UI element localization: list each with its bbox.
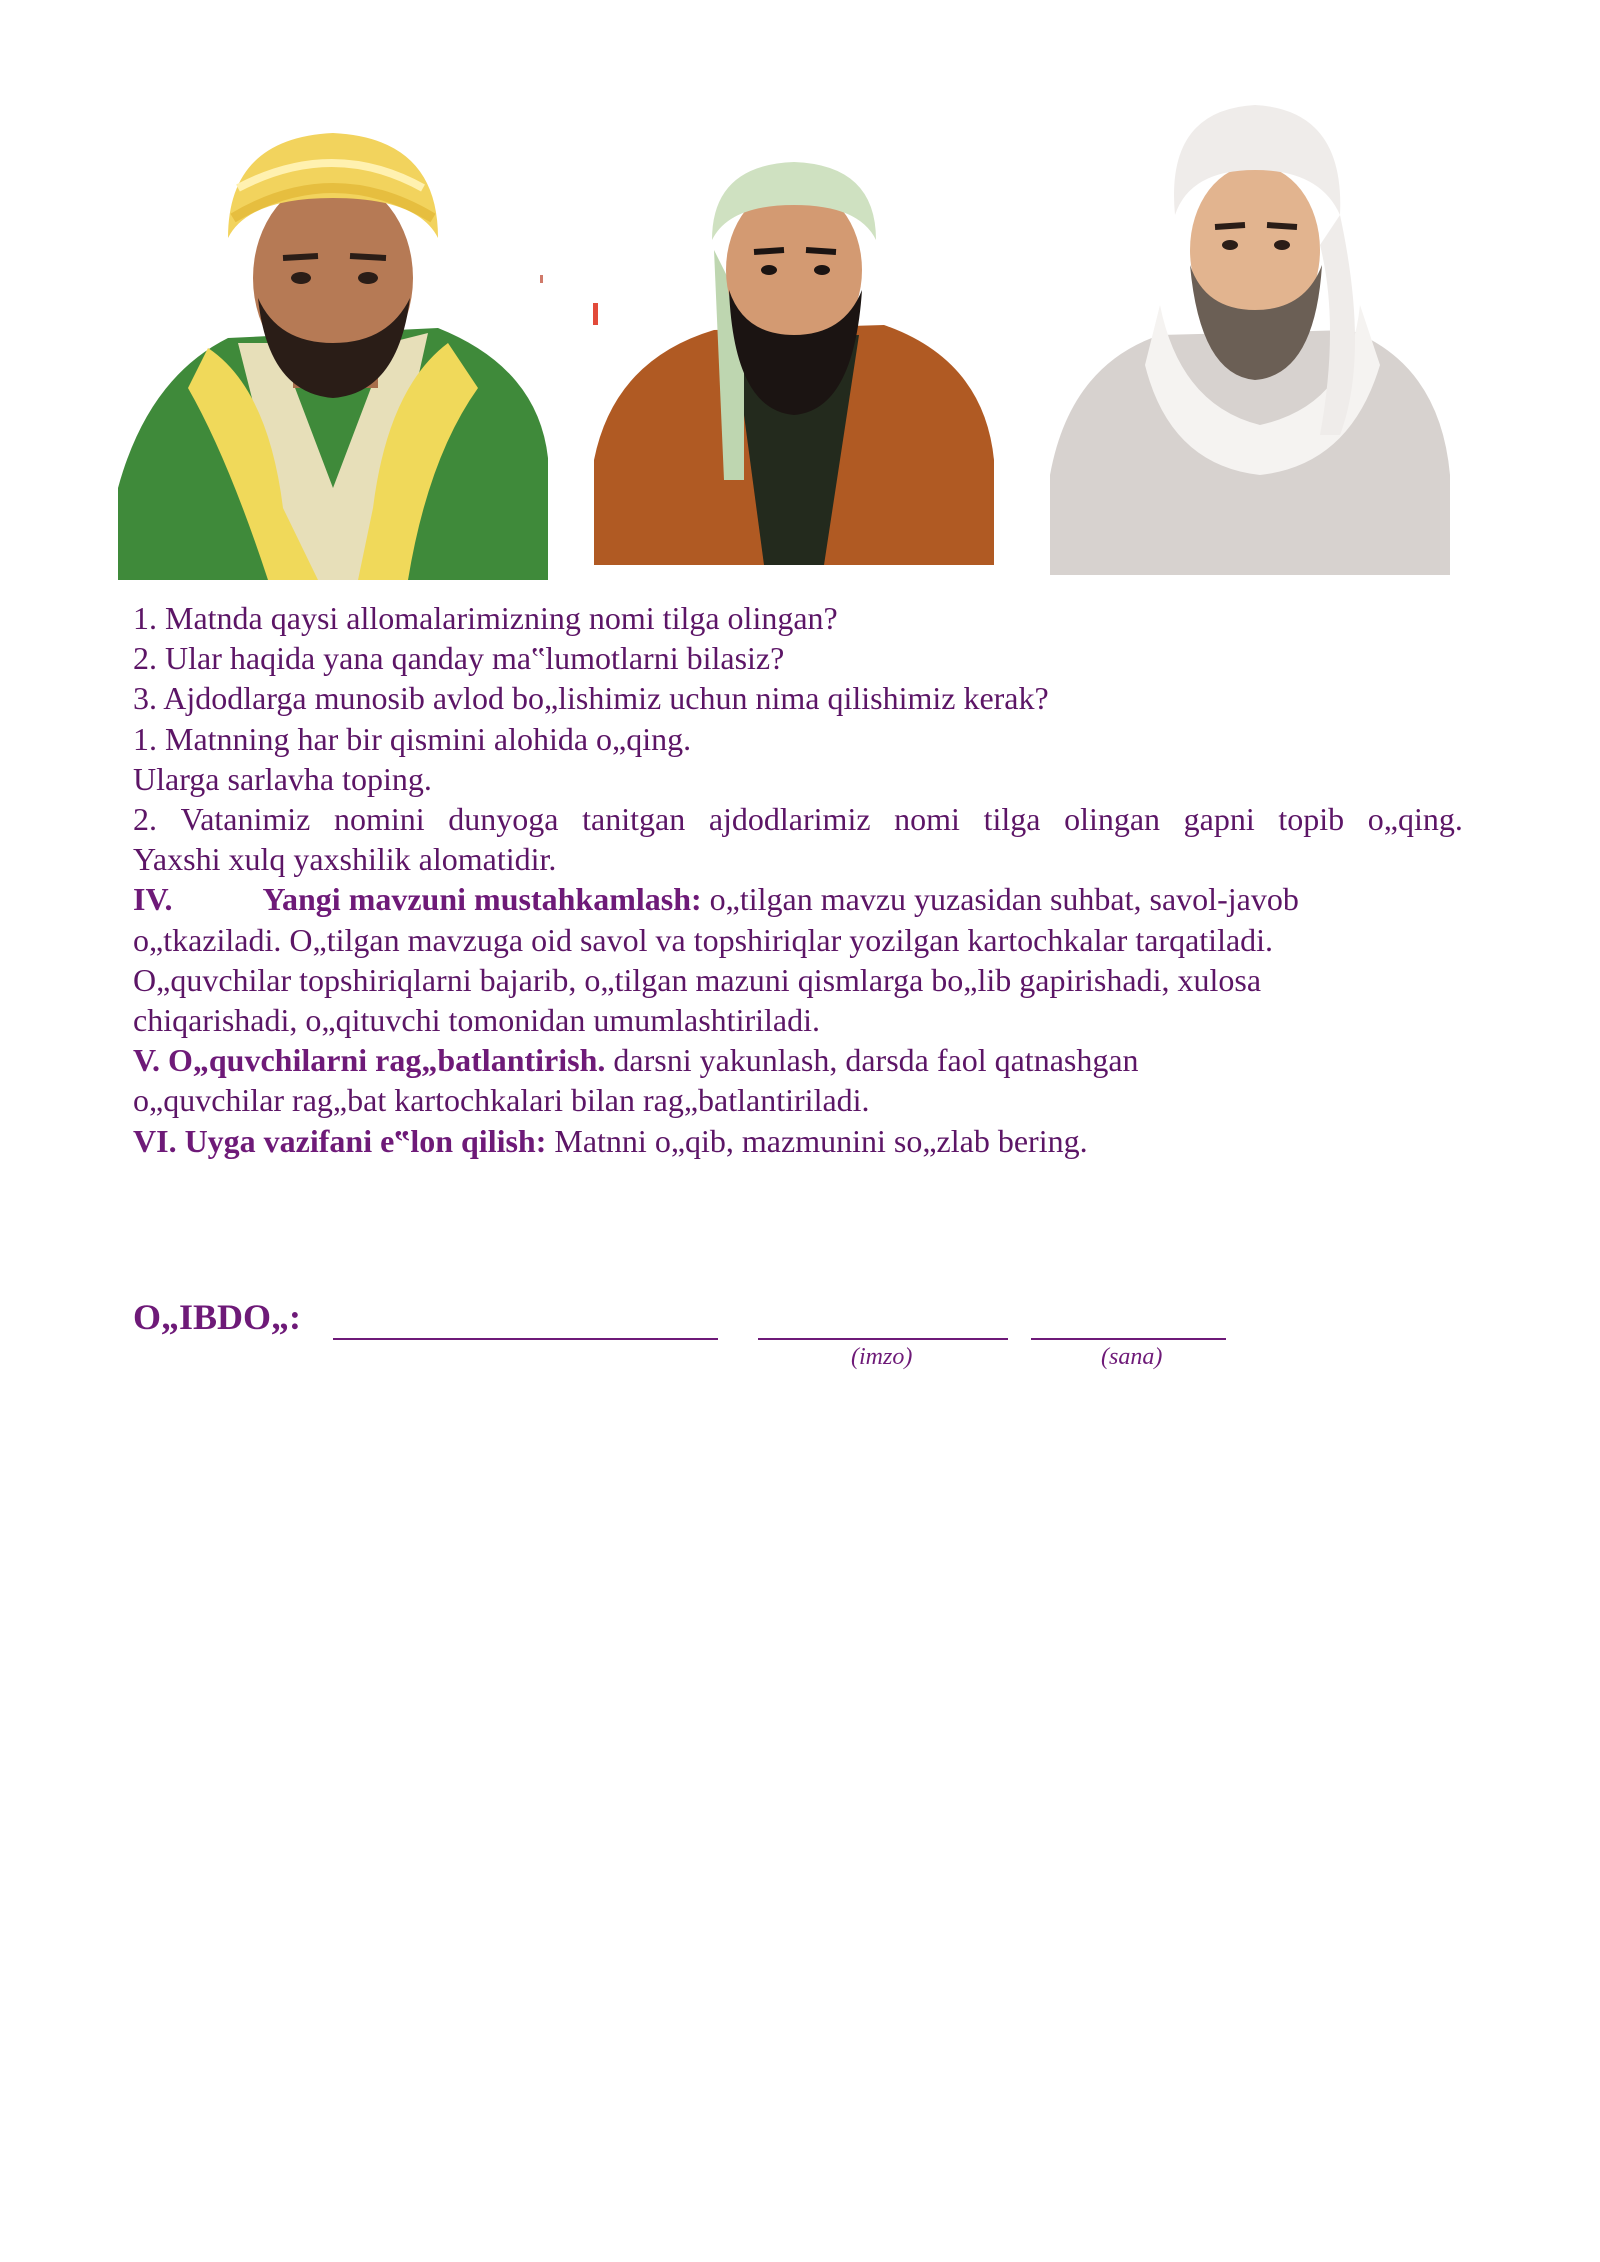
section-vi-text: Matnni o„qib, mazmunini so„zlab bering. <box>554 1122 1088 1159</box>
task-2-word: 2. <box>133 801 157 838</box>
task-2-word: dunyoga <box>448 801 559 838</box>
section-iv-text: chiqarishadi, o„qituvchi tomonidan umumlashtiriladi. <box>133 1002 820 1039</box>
task-2-word: tilga <box>983 801 1041 838</box>
task-2-word: Vatanimiz <box>180 801 311 838</box>
section-v-text: o„quvchilar rag„bat kartochkalari bilan rag„batlantiriladi. <box>133 1082 870 1119</box>
task-2-word: ajdodlarimiz <box>708 801 871 838</box>
section-vi-heading: VI. Uyga vazifani e‟lon qilish: <box>133 1122 547 1159</box>
question-3: 3. Ajdodlarga munosib avlod bo„lishimiz uchun nima qilishimiz kerak? <box>133 680 1049 717</box>
task-1-line-1: 1. Matnning har bir qismini alohida o„qing. <box>133 720 692 757</box>
question-1: 1. Matnda qaysi allomalarimizning nomi tilga olingan? <box>133 600 838 636</box>
task-1-line-2: Ularga sarlavha toping. <box>133 760 432 797</box>
section-iv-text: o„tilgan mavzu yuzasidan suhbat, savol-javob <box>709 881 1299 918</box>
task-2-word: nomi <box>894 801 960 838</box>
scholar-portrait-2 <box>594 160 994 565</box>
task-2-word: gapni <box>1183 801 1255 838</box>
stray-mark <box>540 275 600 330</box>
task-2-word: o„qing. <box>1367 801 1463 838</box>
date-caption: (sana) <box>1101 1344 1163 1370</box>
task-2-line-2: Yaxshi xulq yaxshilik alomatidir. <box>133 841 557 878</box>
section-iv-number: IV. <box>133 881 173 918</box>
task-2-line-1 <box>133 799 1463 839</box>
section-v-text: darsni yakunlash, darsda faol qatnashgan <box>613 1042 1139 1079</box>
section-iv-text: O„quvchilar topshiriqlarni bajarib, o„tilgan mazuni qismlarga bo„lib gapirishadi, xulosa <box>133 961 1262 998</box>
date-line <box>1031 1338 1226 1340</box>
question-2: 2. Ular haqida yana qanday ma‟lumotlarni bilasiz? <box>133 640 785 677</box>
signature-block <box>133 1296 1333 1376</box>
signature-line <box>758 1338 1008 1340</box>
task-2-word: topib <box>1278 801 1345 838</box>
task-2-word: olingan <box>1064 801 1161 838</box>
section-vi-line <box>133 1121 1463 1161</box>
section-iv-line-1 <box>133 879 1463 919</box>
scholar-portrait-3 <box>1050 105 1450 575</box>
section-v-heading: V. O„quvchilarni rag„batlantirish. <box>133 1042 606 1079</box>
name-line <box>333 1338 718 1340</box>
section-v-line-1 <box>133 1040 1463 1080</box>
scholar-portraits <box>0 0 1600 600</box>
task-2-word: tanitgan <box>582 801 686 838</box>
task-2-word: nomini <box>333 801 425 838</box>
signature-caption: (imzo) <box>851 1344 913 1370</box>
section-iv-text: o„tkaziladi. O„tilgan mavzuga oid savol va topshiriqlar yozilgan kartochkalar tarqatiladi. <box>133 921 1274 958</box>
signature-label: O„IBDO„: <box>133 1297 302 1337</box>
lesson-content <box>133 598 1463 1161</box>
scholar-portrait-1 <box>118 128 548 580</box>
section-iv-heading: Yangi mavzuni mustahkamlash: <box>262 881 702 918</box>
